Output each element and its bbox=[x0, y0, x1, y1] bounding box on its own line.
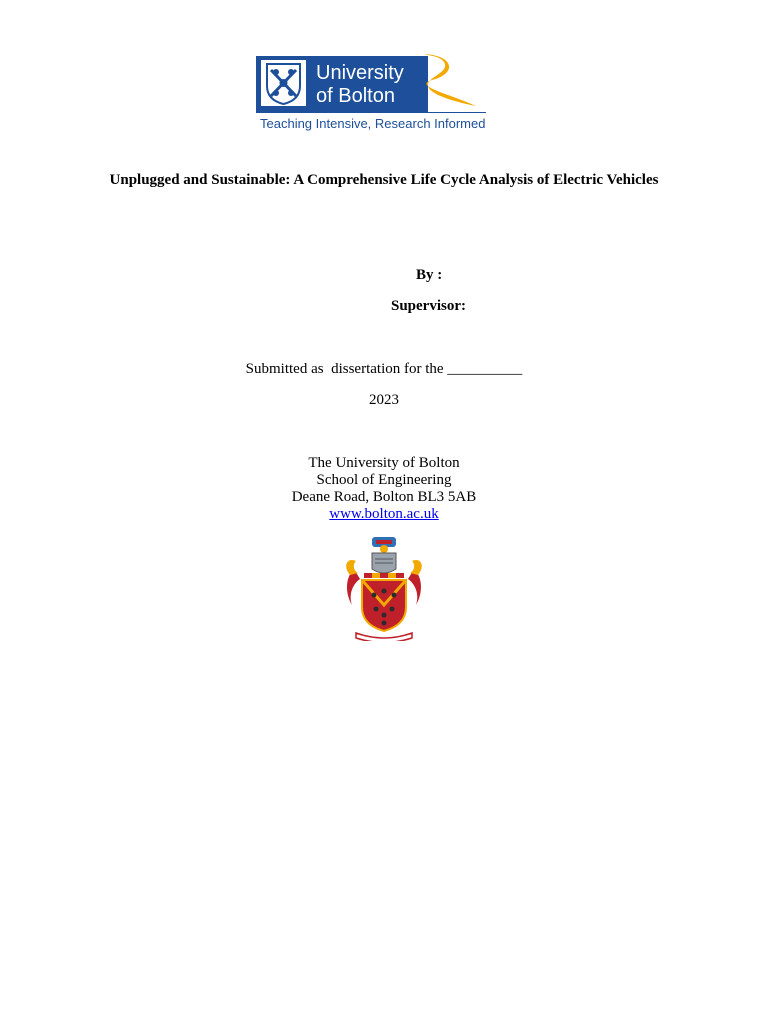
logo-text-of-bolton: of Bolton bbox=[316, 85, 395, 107]
coat-of-arms-icon bbox=[342, 535, 426, 641]
supervisor-label: Supervisor: bbox=[391, 298, 466, 314]
logo-divider bbox=[256, 112, 486, 113]
logo-swoosh-icon bbox=[416, 50, 488, 112]
school-name: School of Engineering bbox=[316, 472, 452, 488]
street-address: Deane Road, Bolton BL3 5AB bbox=[291, 489, 477, 505]
institution-address bbox=[0, 455, 768, 523]
website-link[interactable]: www.bolton.ac.uk bbox=[329, 506, 439, 522]
logo-text-university: University bbox=[316, 62, 404, 84]
logo-tagline: Teaching Intensive, Research Informed bbox=[260, 116, 486, 131]
university-logo bbox=[256, 50, 488, 136]
dissertation-title: Unplugged and Sustainable: A Comprehensive Life Cycle Analysis of Electric Vehicles bbox=[109, 172, 659, 188]
logo-shield-icon bbox=[261, 60, 306, 106]
institution-name: The University of Bolton bbox=[308, 455, 460, 471]
author-label: By : bbox=[416, 267, 443, 283]
submission-year: 2023 bbox=[369, 392, 399, 408]
submission-statement: Submitted as dissertation for the __________ bbox=[245, 361, 523, 377]
